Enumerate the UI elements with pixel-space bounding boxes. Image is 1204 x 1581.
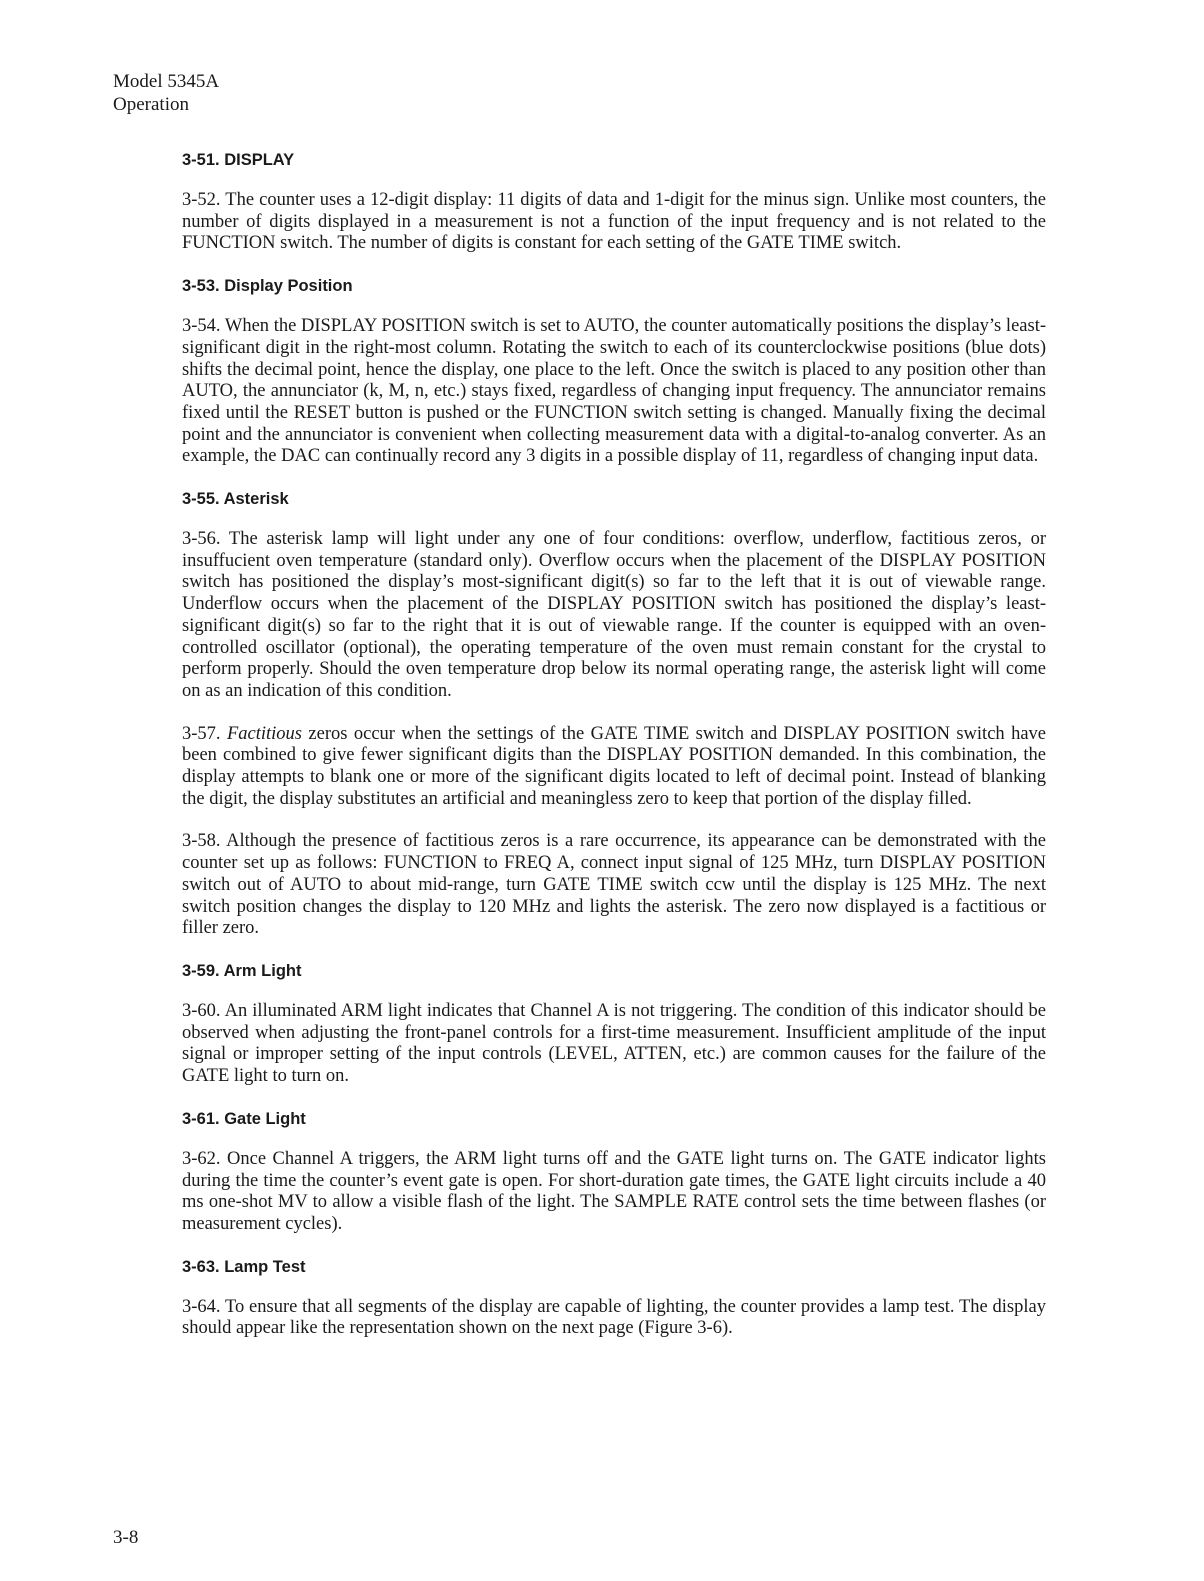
section-arm-light: [182, 961, 1046, 1088]
section-lamp-test: [182, 1257, 1046, 1340]
section-display: [182, 150, 1046, 255]
running-head: [113, 70, 219, 116]
paragraph: 3-58. Although the presence of factitious zeros is a rare occurrence, its appearance can be demonstrated with the counter set up as follows: FUNCTION to FREQ A, connect input signal of 125 MHz, turn DISPLAY POSITION switch out of AUTO to about mid-range, turn GATE TIME switch ccw until the display is 125 MHz. The next switch position changes the display to 120 MHz and lights the asterisk. The zero now displayed is a factitious or filler zero.: [182, 831, 1046, 939]
section-heading: 3-63. Lamp Test: [182, 1257, 306, 1276]
section-asterisk: [182, 489, 1046, 940]
paragraph: 3-64. To ensure that all segments of the display are capable of lighting, the counter provides a lamp test. The display should appear like the representation shown on the next page (Figure 3-6).: [182, 1296, 1046, 1339]
section-heading: 3-61. Gate Light: [182, 1109, 306, 1128]
paragraph: 3-56. The asterisk lamp will light under any one of four conditions: overflow, underflow, factitious zeros, or insuffucient oven temperature (standard only). Overflow occurs when the placement of the DISPLAY POSITION switch has positioned the display’s most-significant digit(s) so far to the left that it is out of viewable range. Underflow occurs when the placement of the DISPLAY POSITION switch has positioned the display’s least-significant digit(s) so far to the right that it is out of viewable range. If the counter is equipped with an oven-controlled oscillator (optional), the operating temperature of the oven must remain constant for the crystal to perform properly. Should the oven temperature drop below its normal operating range, the asterisk light will come on as an indication of this condition.: [182, 529, 1046, 701]
paragraph: 3-54. When the DISPLAY POSITION switch is set to AUTO, the counter automatically positions the display’s least-significant digit in the right-most column. Rotating the switch to each of its counterclockwise positions (blue dots) shifts the decimal point, hence the display, one place to the left. Once the switch is placed to any position other than AUTO, the annunciator (k, M, n, etc.) stays fixed, regardless of changing input frequency. The annunciator remains fixed until the RESET button is pushed or the FUNCTION switch setting is changed. Manually fixing the decimal point and the annunciator is convenient when collecting measurement data with a digital-to-analog converter. As an example, the DAC can continually record any 3 digits in a possible display of 11, regardless of changing input data.: [182, 316, 1046, 467]
page-content: [182, 150, 1046, 1361]
page-number: 3-8: [113, 1527, 139, 1548]
model-label: Model 5345A: [113, 71, 220, 92]
section-heading: 3-55. Asterisk: [182, 490, 289, 509]
paragraph: 3-52. The counter uses a 12-digit display: 11 digits of data and 1-digit for the minus sign. Unlike most counters, the number of digits displayed in a measurement is not a function of the input frequency and is not related to the FUNCTION switch. The number of digits is constant for each setting of the GATE TIME switch.: [182, 190, 1046, 254]
section-heading: 3-59. Arm Light: [182, 961, 302, 980]
section-heading: 3-51. DISPLAY: [182, 151, 295, 169]
section-label: Operation: [113, 94, 189, 115]
paragraph: 3-62. Once Channel A triggers, the ARM light turns off and the GATE light turns on. The GATE indicator lights during the time the counter’s event gate is open. For short-duration gate times, the GATE light circuits include a 40 ms one-shot MV to allow a visible flash of the light. The SAMPLE RATE control sets the time between flashes (or measurement cycles).: [182, 1148, 1046, 1234]
paragraph: 3-60. An illuminated ARM light indicates that Channel A is not triggering. The condition of this indicator should be observed when adjusting the front-panel controls for a first-time measurement. Insufficient amplitude of the input signal or improper setting of the input controls (LEVEL, ATTEN, etc.) are common causes for the failure of the GATE light to turn on.: [182, 1000, 1046, 1087]
paragraph-factitious: 3-57. Factitious zeros occur when the settings of the GATE TIME switch and DISPLAY POSITION switch have been combined to give fewer significant digits than the DISPLAY POSITION demanded. In this combination, the display attempts to blank one or more of the significant digits located to left of decimal point. Instead of blanking the digit, the display substitutes an artificial and meaningless zero to keep that portion of the display filled.: [182, 723, 1046, 809]
section-gate-light: [182, 1109, 1046, 1236]
section-heading: 3-53. Display Position: [182, 277, 353, 296]
section-display-position: [182, 276, 1046, 468]
